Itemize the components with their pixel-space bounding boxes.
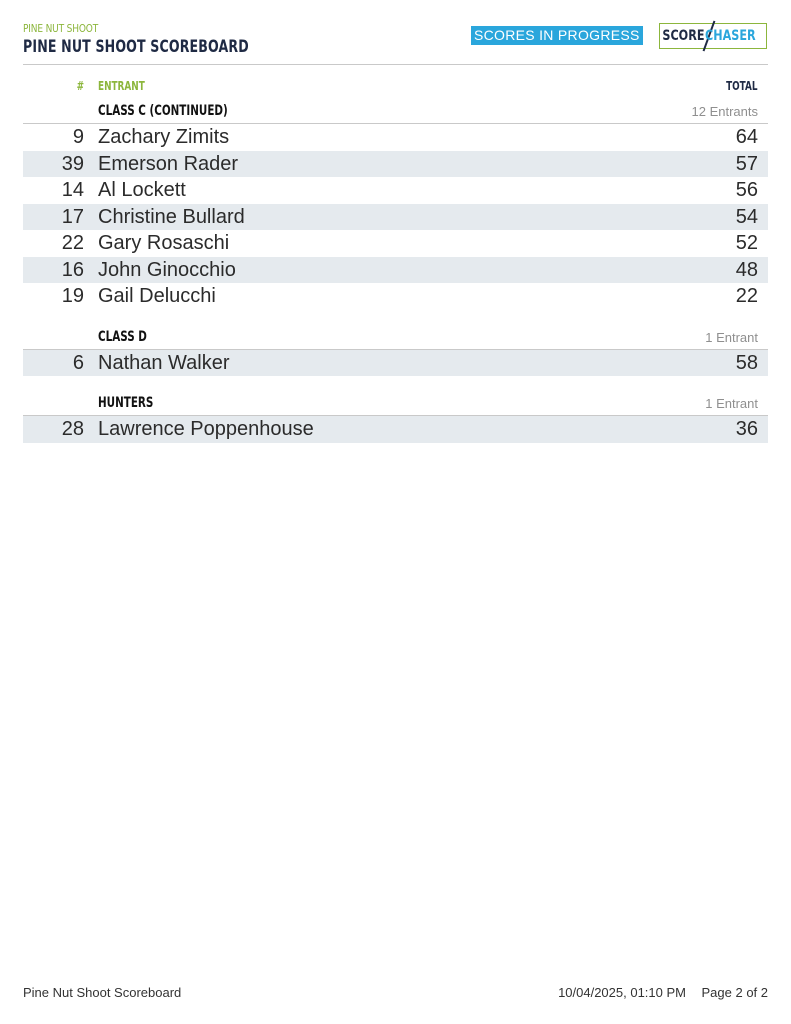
table-row [23, 124, 768, 151]
entrant-name: Nathan Walker [98, 351, 230, 374]
entrant-number: 16 [61, 258, 84, 281]
entrant-name: Al Lockett [98, 179, 186, 201]
entrant-total: 57 [735, 152, 758, 175]
entrant-total: 52 [735, 232, 758, 254]
section-gap [23, 310, 768, 322]
entrant-name: Christine Bullard [98, 205, 245, 228]
logo-text-left: SCORE [662, 28, 705, 44]
table-row [23, 204, 768, 231]
class-entrant-count: 12 Entrants [691, 104, 758, 119]
class-header [23, 388, 768, 416]
entrant-total: 56 [735, 179, 758, 201]
column-header-row [23, 76, 768, 96]
column-header-total: TOTAL [726, 79, 758, 93]
column-header-entrant: ENTRANT [98, 79, 145, 93]
entrant-total: 36 [735, 418, 758, 440]
entrant-name: John Ginocchio [98, 258, 236, 281]
report-header [23, 20, 768, 65]
entrant-total: 64 [735, 126, 758, 148]
entrant-number: 9 [72, 126, 84, 148]
status-badge: SCORES IN PROGRESS [471, 26, 643, 45]
table-row [23, 350, 768, 377]
table-row [23, 151, 768, 178]
entrant-total: 58 [735, 351, 758, 374]
footer-datetime: 10/04/2025, 01:10 PM [558, 985, 686, 1000]
entrant-name: Emerson Rader [98, 152, 239, 175]
footer-page-number: Page 2 of 2 [701, 985, 768, 1000]
entrant-number: 17 [61, 205, 84, 228]
scoreboard-table [23, 76, 768, 443]
table-row [23, 283, 768, 310]
entrant-total: 22 [735, 285, 758, 307]
entrant-number: 39 [61, 152, 84, 175]
entrant-number: 19 [61, 285, 84, 307]
entrant-name: Gail Delucchi [98, 285, 216, 307]
section-gap [23, 376, 768, 388]
table-row [23, 177, 768, 204]
entrant-total: 54 [735, 205, 758, 228]
entrant-number: 28 [61, 418, 84, 440]
entrant-name: Zachary Zimits [98, 126, 230, 148]
class-entrant-count: 1 Entrant [705, 329, 758, 345]
class-entrant-count: 1 Entrant [705, 396, 758, 411]
table-row [23, 416, 768, 443]
class-sections [23, 96, 768, 443]
class-name: CLASS D [98, 328, 147, 345]
table-row [23, 257, 768, 284]
page-title: PINE NUT SHOOT SCOREBOARD [23, 37, 249, 57]
entrant-number: 22 [61, 232, 84, 254]
class-name: HUNTERS [98, 395, 154, 411]
column-header-number: # [76, 79, 84, 93]
class-header [23, 322, 768, 350]
scorechaser-logo [659, 23, 767, 49]
entrant-total: 48 [735, 258, 758, 281]
table-row [23, 230, 768, 257]
class-header [23, 96, 768, 124]
entrant-number: 6 [72, 351, 84, 374]
logo-text-right: CHASER [705, 28, 756, 44]
class-name: CLASS C (CONTINUED) [98, 103, 228, 119]
event-name: PINE NUT SHOOT [23, 22, 99, 35]
entrant-number: 14 [61, 179, 84, 201]
entrant-name: Lawrence Poppenhouse [98, 418, 314, 440]
footer-title: Pine Nut Shoot Scoreboard [23, 985, 182, 1000]
entrant-name: Gary Rosaschi [98, 232, 230, 254]
